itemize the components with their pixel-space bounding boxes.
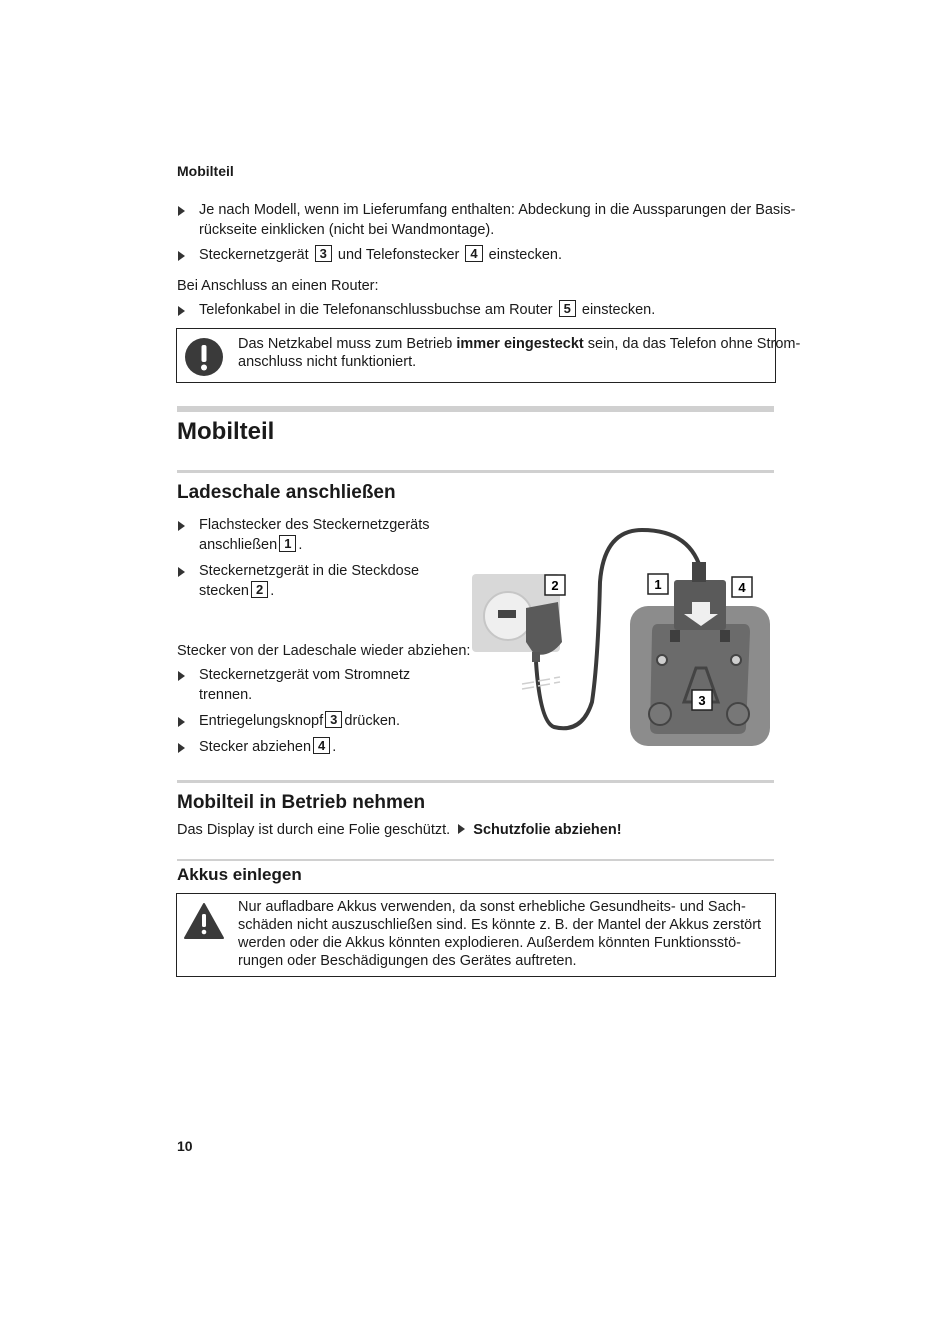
router-intro: Bei Anschluss an einen Router: (177, 278, 379, 294)
subsection-divider (177, 780, 774, 783)
warning-triangle-icon (183, 902, 225, 940)
betrieb-text (177, 820, 622, 840)
power-adapter (526, 602, 562, 655)
list-item-text (199, 711, 400, 731)
bullet-arrow-icon (178, 567, 185, 577)
figure-label: 4 (738, 580, 746, 595)
text-fragment: Das Display ist durch eine Folie geschützt. (177, 822, 451, 838)
reference-number: 1 (279, 535, 296, 552)
reference-number: 4 (313, 737, 330, 754)
list-item-text (199, 581, 274, 601)
text-fragment: Das Netzkabel muss zum Betrieb (238, 336, 453, 352)
text-fragment: Stecker abziehen (199, 739, 312, 755)
list-item-text (199, 737, 336, 757)
bullet-arrow-icon (178, 717, 185, 727)
emphasis-text: immer eingesteckt (456, 336, 584, 352)
list-item-text: Steckernetzgerät in die Steckdose (199, 563, 420, 579)
bullet-arrow-icon (178, 521, 185, 531)
section-divider (177, 406, 774, 412)
text-line: Nur aufladbare Akkus verwenden, da sonst erhebliche Gesundheits- und Sach- (238, 899, 746, 915)
bullet-arrow-icon (178, 206, 185, 216)
text-fragment: drücken. (344, 713, 401, 729)
text-fragment: anschluss nicht funktioniert. (238, 354, 417, 370)
text-line: werden oder die Akkus könnten explodieren. Außerdem könnten Funktionsstö- (238, 935, 741, 951)
subsection-heading: Akkus einlegen (177, 865, 302, 884)
exclamation-icon (184, 337, 224, 377)
text-fragment: Entriegelungsknopf (199, 713, 324, 729)
list-item-text: rückseite einklicken (nicht bei Wandmontage). (199, 222, 495, 238)
warning-box (176, 893, 776, 977)
bullet-arrow-icon (458, 824, 465, 834)
bullet-arrow-icon (178, 671, 185, 681)
text-fragment: sein, da das Telefon ohne Strom- (587, 336, 801, 352)
text-fragment: und Telefonstecker (337, 247, 460, 263)
reference-number: 5 (559, 300, 576, 317)
list-item-text (199, 535, 302, 555)
note-box (176, 328, 801, 383)
figure-label: 2 (551, 578, 559, 593)
text-fragment: Steckernetzgerät (199, 247, 309, 263)
text-line: schäden nicht auszuschließen sind. Es könnte z. B. der Mantel der Akkus zerstört (238, 917, 762, 933)
list-item-text: Je nach Modell, wenn im Lieferumfang enthalten: Abdeckung in die Aussparungen der Basis- (199, 202, 796, 218)
text-fragment: . (298, 537, 303, 553)
text-fragment: . (332, 739, 337, 755)
text-fragment: einstecken. (488, 247, 563, 263)
figure-label: 1 (654, 577, 662, 592)
subsection-divider (177, 470, 774, 473)
list-item-text: trennen. (199, 687, 253, 703)
reference-number: 3 (325, 711, 342, 728)
reference-number: 4 (465, 245, 482, 262)
list-item-text: Flachstecker des Steckernetzgeräts (199, 517, 430, 533)
subsection-divider (177, 859, 774, 861)
section-title: Mobilteil (177, 418, 275, 445)
bullet-arrow-icon (178, 743, 185, 753)
page-number: 10 (177, 1138, 193, 1154)
reference-number: 2 (251, 581, 268, 598)
remove-intro: Stecker von der Ladeschale wieder abziehen: (177, 643, 471, 659)
running-header: Mobilteil (177, 163, 234, 179)
bullet-arrow-icon (178, 251, 185, 261)
bullet-arrow-icon (178, 306, 185, 316)
list-item-text (199, 245, 562, 265)
list-item-text (199, 300, 655, 320)
action-text: Schutzfolie abziehen! (473, 822, 622, 838)
subsection-heading: Mobilteil in Betrieb nehmen (177, 792, 426, 813)
charging-cradle-illustration (470, 522, 775, 752)
note-text (238, 335, 800, 371)
text-fragment: . (270, 583, 275, 599)
figure-label: 3 (698, 693, 706, 708)
subsection-heading: Ladeschale anschließen (177, 482, 396, 503)
text-fragment: einstecken. (581, 302, 656, 318)
reference-number: 3 (315, 245, 332, 262)
text-fragment: Telefonkabel in die Telefonanschlussbuchse am Router (199, 302, 553, 318)
text-line: rungen oder Beschädigungen des Gerätes auftreten. (238, 953, 577, 969)
text-fragment: stecken (199, 583, 249, 599)
text-fragment: anschließen (199, 537, 278, 553)
list-item-text: Steckernetzgerät vom Stromnetz (199, 667, 411, 683)
warning-text (238, 898, 761, 970)
